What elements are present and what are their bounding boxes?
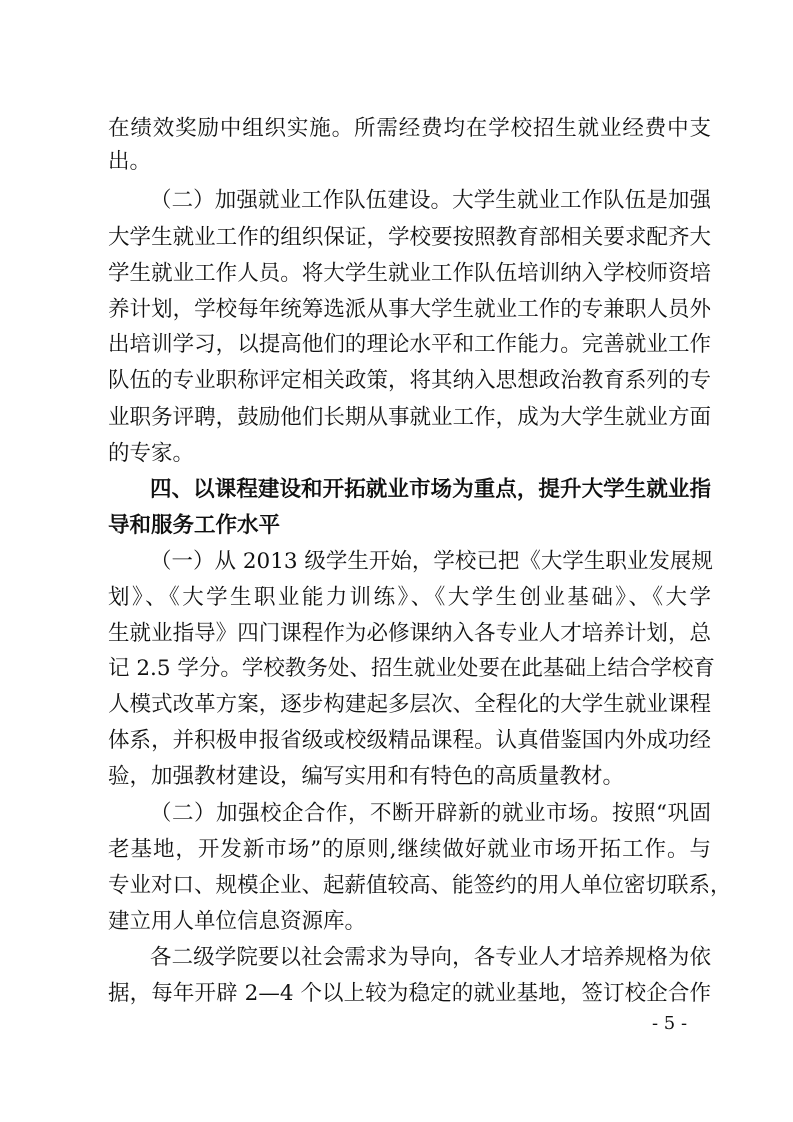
- text-line: 各二级学院要以社会需求为导向，各专业人才培养规格为依: [150, 945, 711, 970]
- text-line: 在绩效奖励中组织实施。所需经费均在学校招生就业经费中支: [108, 116, 711, 141]
- text-line: 的专家。: [108, 441, 195, 466]
- text-line: （二）加强校企合作，不断开辟新的就业市场。按照“巩固: [150, 801, 711, 826]
- text-line: 建立用人单位信息资源库。: [108, 909, 367, 934]
- text-line: （一）从 2013 级学生开始，学校已把《大学生职业发展规: [150, 549, 713, 574]
- text-line: 老基地，开发新市场”的原则,继续做好就业市场开拓工作。与: [108, 837, 711, 862]
- text-line: 专业对口、规模企业、起薪值较高、能签约的用人单位密切联系，: [108, 873, 732, 898]
- text-line: 养计划，学校每年统筹选派从事大学生就业工作的专兼职人员外: [108, 297, 711, 322]
- text-line: 划》、《大学生职业能力训练》、《大学生创业基础》、《大学: [108, 585, 711, 610]
- text-line: 业职务评聘，鼓励他们长期从事就业工作，成为大学生就业方面: [108, 405, 711, 430]
- text-line: 大学生就业工作的组织保证，学校要按照教育部相关要求配齐大: [108, 225, 711, 250]
- text-line: 记 2.5 学分。学校教务处、招生就业处要在此基础上结合学校育: [108, 656, 715, 681]
- text-line: 人模式改革方案，逐步构建起多层次、全程化的大学生就业课程: [108, 692, 711, 717]
- text-line: 出。: [108, 149, 152, 174]
- text-line: 据，每年开辟 2—4 个以上较为稳定的就业基地，签订校企合作: [108, 981, 711, 1006]
- section-heading-line: 导和服务工作水平: [108, 513, 281, 538]
- text-line: 出培训学习，以提高他们的理论水平和工作能力。完善就业工作: [108, 332, 711, 357]
- text-line: （二）加强就业工作队伍建设。大学生就业工作队伍是加强: [150, 188, 711, 213]
- text-line: 学生就业工作人员。将大学生就业工作队伍培训纳入学校师资培: [108, 261, 711, 286]
- text-line: 生就业指导》四门课程作为必修课纳入各专业人才培养计划，总: [108, 621, 711, 646]
- text-line: 队伍的专业职称评定相关政策，将其纳入思想政治教育系列的专: [108, 368, 711, 393]
- text-line: 体系，并积极申报省级或校级精品课程。认真借鉴国内外成功经: [108, 728, 711, 753]
- section-heading-line: 四、以课程建设和开拓就业市场为重点，提升大学生就业指: [150, 477, 711, 502]
- text-line: 验，加强教材建设，编写实用和有特色的高质量教材。: [108, 764, 625, 789]
- page-number: - 5 -: [652, 1013, 688, 1034]
